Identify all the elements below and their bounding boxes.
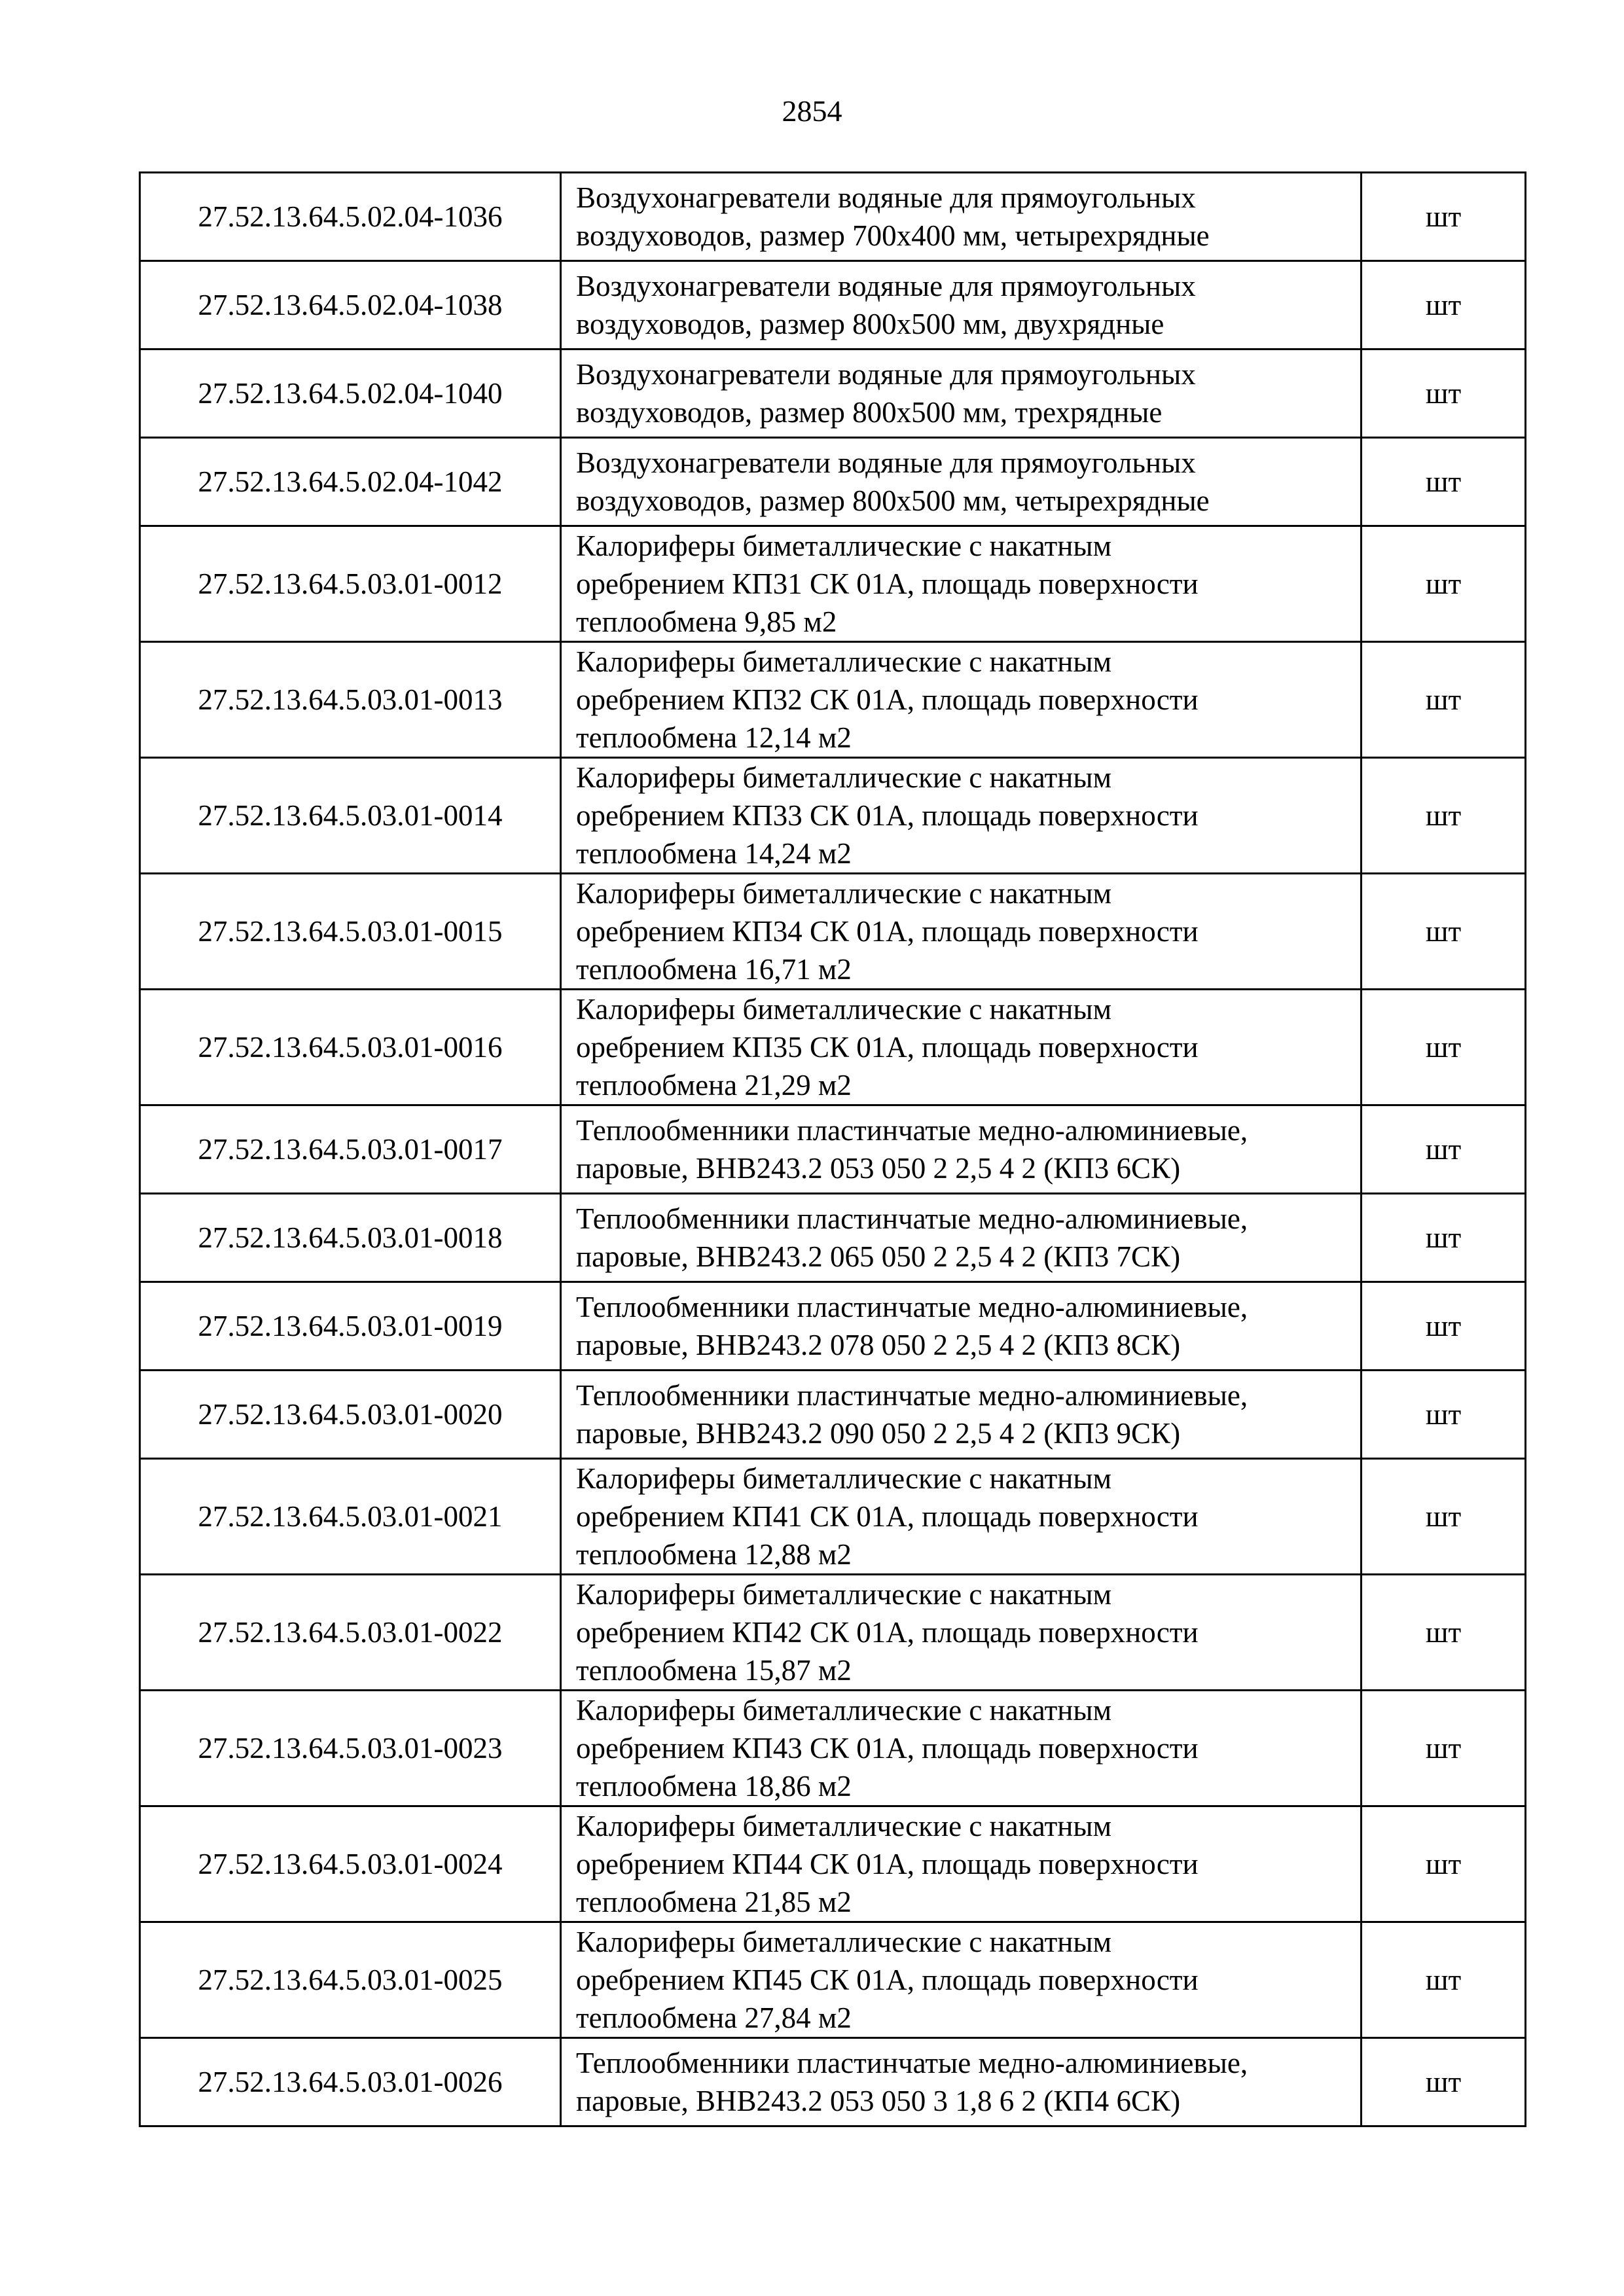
unit-cell: шт (1362, 874, 1526, 990)
resource-name-line: Теплообменники пластинчатые медно-алюминиевые, (576, 1379, 1248, 1412)
resource-name-cell (561, 438, 1362, 526)
resource-name-line: паровые, ВНВ243.2 078 050 2 2,5 4 2 (КП3 8СК) (576, 1329, 1181, 1361)
resource-name-line: Теплообменники пластинчатые медно-алюминиевые, (576, 2047, 1248, 2079)
resource-name-line: паровые, ВНВ243.2 065 050 2 2,5 4 2 (КП3 7СК) (576, 1240, 1181, 1273)
table-row (140, 1575, 1526, 1691)
resource-name-cell (561, 990, 1362, 1105)
table-row (140, 526, 1526, 642)
resource-name-line: теплообмена 12,14 м2 (576, 721, 852, 754)
resource-code-cell: 27.52.13.64.5.03.01-0026 (140, 2038, 561, 2126)
unit-cell: шт (1362, 1691, 1526, 1806)
resource-name-line: теплообмена 15,87 м2 (576, 1654, 852, 1687)
resource-name-cell (561, 2038, 1362, 2126)
resource-code-cell: 27.52.13.64.5.02.04-1042 (140, 438, 561, 526)
unit-cell: шт (1362, 1194, 1526, 1282)
resource-code-cell: 27.52.13.64.5.03.01-0018 (140, 1194, 561, 1282)
table-row (140, 642, 1526, 758)
resource-name-line: оребрением КП32 СК 01А, площадь поверхности (576, 683, 1199, 716)
resource-code-cell: 27.52.13.64.5.02.04-1036 (140, 173, 561, 261)
unit-cell: шт (1362, 1371, 1526, 1459)
resource-name-line: теплообмена 21,29 м2 (576, 1069, 852, 1102)
resource-name-line: воздуховодов, размер 800х500 мм, двухрядные (576, 308, 1164, 340)
resource-table (139, 171, 1526, 2127)
resource-code-cell: 27.52.13.64.5.03.01-0014 (140, 758, 561, 874)
resource-name-line: Воздухонагреватели водяные для прямоугольных (576, 358, 1196, 391)
resource-name-line: Калориферы биметаллические с накатным (576, 1462, 1112, 1495)
resource-name-cell (561, 261, 1362, 350)
resource-name-line: паровые, ВНВ243.2 053 050 3 1,8 6 2 (КП4 6СК) (576, 2085, 1181, 2117)
table-row (140, 758, 1526, 874)
unit-cell: шт (1362, 1575, 1526, 1691)
resource-name-line: Воздухонагреватели водяные для прямоугольных (576, 446, 1196, 479)
resource-code-cell: 27.52.13.64.5.03.01-0017 (140, 1105, 561, 1194)
resource-code-cell: 27.52.13.64.5.02.04-1040 (140, 350, 561, 438)
resource-code-cell: 27.52.13.64.5.03.01-0016 (140, 990, 561, 1105)
resource-name-cell (561, 758, 1362, 874)
resource-code-cell: 27.52.13.64.5.03.01-0025 (140, 1922, 561, 2038)
table-row (140, 1194, 1526, 1282)
resource-name-cell (561, 1691, 1362, 1806)
resource-name-line: оребрением КП45 СК 01А, площадь поверхности (576, 1964, 1199, 1996)
resource-name-line: воздуховодов, размер 700х400 мм, четырехрядные (576, 219, 1210, 252)
table-row (140, 1371, 1526, 1459)
unit-cell: шт (1362, 526, 1526, 642)
resource-code-cell: 27.52.13.64.5.03.01-0015 (140, 874, 561, 990)
resource-code-cell: 27.52.13.64.5.03.01-0019 (140, 1282, 561, 1371)
resource-name-line: теплообмена 16,71 м2 (576, 953, 852, 986)
resource-name-line: оребрением КП41 СК 01А, площадь поверхности (576, 1500, 1199, 1533)
resource-name-cell (561, 1194, 1362, 1282)
resource-code-cell: 27.52.13.64.5.03.01-0021 (140, 1459, 561, 1575)
resource-name-line: оребрением КП43 СК 01А, площадь поверхности (576, 1732, 1199, 1765)
resource-name-line: оребрением КП44 СК 01А, площадь поверхности (576, 1848, 1199, 1880)
resource-name-line: паровые, ВНВ243.2 053 050 2 2,5 4 2 (КП3 6СК) (576, 1152, 1181, 1185)
unit-cell: шт (1362, 758, 1526, 874)
resource-name-line: Теплообменники пластинчатые медно-алюминиевые, (576, 1114, 1248, 1147)
page-number: 2854 (782, 94, 842, 128)
unit-cell: шт (1362, 261, 1526, 350)
resource-name-cell (561, 1105, 1362, 1194)
unit-cell: шт (1362, 173, 1526, 261)
resource-name-cell (561, 1371, 1362, 1459)
unit-cell: шт (1362, 350, 1526, 438)
resource-name-line: теплообмена 9,85 м2 (576, 605, 837, 638)
resource-name-line: оребрением КП31 СК 01А, площадь поверхности (576, 567, 1199, 600)
table-row (140, 1691, 1526, 1806)
resource-name-line: теплообмена 14,24 м2 (576, 837, 852, 870)
resource-name-line: Калориферы биметаллические с накатным (576, 1694, 1112, 1727)
unit-cell: шт (1362, 1922, 1526, 2038)
resource-name-line: Воздухонагреватели водяные для прямоугольных (576, 270, 1196, 302)
unit-cell: шт (1362, 1105, 1526, 1194)
resource-name-line: теплообмена 21,85 м2 (576, 1886, 852, 1918)
resource-code-cell: 27.52.13.64.5.03.01-0020 (140, 1371, 561, 1459)
resource-name-line: Калориферы биметаллические с накатным (576, 1926, 1112, 1958)
unit-cell: шт (1362, 990, 1526, 1105)
table-row (140, 350, 1526, 438)
table-row (140, 1922, 1526, 2038)
resource-name-line: Калориферы биметаллические с накатным (576, 529, 1112, 562)
resource-name-line: паровые, ВНВ243.2 090 050 2 2,5 4 2 (КП3 9СК) (576, 1417, 1181, 1450)
table-row (140, 990, 1526, 1105)
resource-name-line: Воздухонагреватели водяные для прямоугольных (576, 181, 1196, 214)
resource-name-line: Калориферы биметаллические с накатным (576, 1810, 1112, 1842)
resource-code-cell: 27.52.13.64.5.03.01-0023 (140, 1691, 561, 1806)
resource-name-line: Калориферы биметаллические с накатным (576, 645, 1112, 678)
table-row (140, 1806, 1526, 1922)
resource-name-line: теплообмена 27,84 м2 (576, 2001, 852, 2034)
table-row (140, 1459, 1526, 1575)
resource-name-line: Калориферы биметаллические с накатным (576, 993, 1112, 1026)
resource-name-line: оребрением КП42 СК 01А, площадь поверхности (576, 1616, 1199, 1649)
table-row (140, 261, 1526, 350)
unit-cell: шт (1362, 1459, 1526, 1575)
resource-name-line: оребрением КП35 СК 01А, площадь поверхности (576, 1031, 1199, 1064)
resource-code-cell: 27.52.13.64.5.03.01-0024 (140, 1806, 561, 1922)
resource-name-cell (561, 1922, 1362, 2038)
resource-code-cell: 27.52.13.64.5.03.01-0022 (140, 1575, 561, 1691)
table-row (140, 1105, 1526, 1194)
resource-name-cell (561, 1459, 1362, 1575)
resource-name-cell (561, 1575, 1362, 1691)
resource-name-cell (561, 1282, 1362, 1371)
table-row (140, 173, 1526, 261)
resource-name-line: Калориферы биметаллические с накатным (576, 877, 1112, 910)
resource-name-line: Теплообменники пластинчатые медно-алюминиевые, (576, 1202, 1248, 1235)
resource-name-line: воздуховодов, размер 800х500 мм, трехрядные (576, 396, 1163, 429)
resource-code-cell: 27.52.13.64.5.03.01-0013 (140, 642, 561, 758)
table-row (140, 874, 1526, 990)
unit-cell: шт (1362, 438, 1526, 526)
resource-name-line: теплообмена 12,88 м2 (576, 1538, 852, 1571)
unit-cell: шт (1362, 642, 1526, 758)
unit-cell: шт (1362, 1806, 1526, 1922)
table-row (140, 1282, 1526, 1371)
resource-name-cell (561, 1806, 1362, 1922)
resource-name-cell (561, 642, 1362, 758)
resource-name-line: воздуховодов, размер 800х500 мм, четырехрядные (576, 484, 1210, 517)
resource-name-line: теплообмена 18,86 м2 (576, 1770, 852, 1803)
resource-name-cell (561, 874, 1362, 990)
table-row (140, 438, 1526, 526)
resource-name-cell (561, 526, 1362, 642)
resource-name-line: Калориферы биметаллические с накатным (576, 761, 1112, 794)
resource-name-line: Теплообменники пластинчатые медно-алюминиевые, (576, 1291, 1248, 1323)
resource-table-body (140, 173, 1526, 2126)
resource-name-line: Калориферы биметаллические с накатным (576, 1578, 1112, 1611)
resource-name-cell (561, 350, 1362, 438)
resource-code-cell: 27.52.13.64.5.03.01-0012 (140, 526, 561, 642)
resource-code-cell: 27.52.13.64.5.02.04-1038 (140, 261, 561, 350)
unit-cell: шт (1362, 2038, 1526, 2126)
table-row (140, 2038, 1526, 2126)
resource-name-cell (561, 173, 1362, 261)
unit-cell: шт (1362, 1282, 1526, 1371)
resource-name-line: оребрением КП34 СК 01А, площадь поверхности (576, 915, 1199, 948)
resource-name-line: оребрением КП33 СК 01А, площадь поверхности (576, 799, 1199, 832)
